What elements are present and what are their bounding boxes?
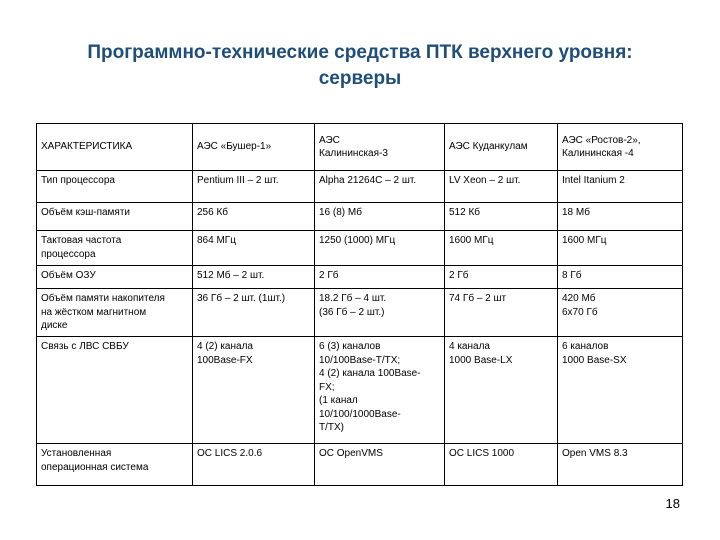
table-cell: 1250 (1000) МГц [315,231,445,266]
table-cell: 4 (2) канала 100Base-FX [193,337,315,444]
title-line-2: серверы [318,68,402,89]
table-cell: 74 Гб – 2 шт [445,289,558,337]
header-cell: АЭС «Бушер-1» [193,124,315,171]
table-cell: 18.2 Гб – 4 шт. (36 Гб – 2 шт.) [315,289,445,337]
table-row [37,289,683,337]
table-cell: ОС OpenVMS [315,444,445,486]
page-number: 18 [665,496,680,511]
server-specs-table [36,123,683,486]
table-cell: 1600 МГц [445,231,558,266]
table-cell: 18 Мб [558,203,683,231]
header-cell: АЭС Куданкулам [445,124,558,171]
table-cell: 2 Гб [315,266,445,289]
title-line-1: Программно-технические средства ПТК верхнего уровня: [87,42,633,63]
table-row [37,266,683,289]
table-row [37,203,683,231]
header-cell: АЭС Калининская-3 [315,124,445,171]
table-cell: Open VMS 8.3 [558,444,683,486]
table-cell: 1600 МГц [558,231,683,266]
row-label: Объём ОЗУ [37,266,193,289]
table-row [37,444,683,486]
table-cell: 512 Мб – 2 шт. [193,266,315,289]
table-cell: 256 Кб [193,203,315,231]
table-cell: 6 (3) каналов 10/100Base-T/TX; 4 (2) канала 100Base- FX; (1 канал 10/100/1000Base- T/TX) [315,337,445,444]
table-row [37,231,683,266]
table-cell: ОС LICS 2.0.6 [193,444,315,486]
table-cell: 420 Мб 6х70 Гб [558,289,683,337]
table-row [37,337,683,444]
table-cell: Intel Itanium 2 [558,171,683,203]
table-cell: ОС LICS 1000 [445,444,558,486]
table-cell: 864 МГц [193,231,315,266]
row-label: Тактовая частота процессора [37,231,193,266]
row-label: Тип процессора [37,171,193,203]
table-cell: 2 Гб [445,266,558,289]
table-cell: 16 (8) Мб [315,203,445,231]
header-cell: АЭС «Ростов-2», Калининская -4 [558,124,683,171]
table-cell: 8 Гб [558,266,683,289]
header-cell: ХАРАКТЕРИСТИКА [37,124,193,171]
table-row [37,171,683,203]
table-cell: Pentium III – 2 шт. [193,171,315,203]
table-cell: 4 канала 1000 Base-LX [445,337,558,444]
slide-title [40,40,680,92]
row-label: Связь с ЛВС СВБУ [37,337,193,444]
table-cell: 512 Кб [445,203,558,231]
table-cell: LV Xeon – 2 шт. [445,171,558,203]
table-header-row [37,124,683,171]
table-cell: Alpha 21264C – 2 шт. [315,171,445,203]
row-label: Установленная операционная система [37,444,193,486]
table-cell: 36 Гб – 2 шт. (1шт.) [193,289,315,337]
table-cell: 6 каналов 1000 Base-SX [558,337,683,444]
row-label: Объём памяти накопителя на жёстком магнитном диске [37,289,193,337]
row-label: Объём кэш-памяти [37,203,193,231]
